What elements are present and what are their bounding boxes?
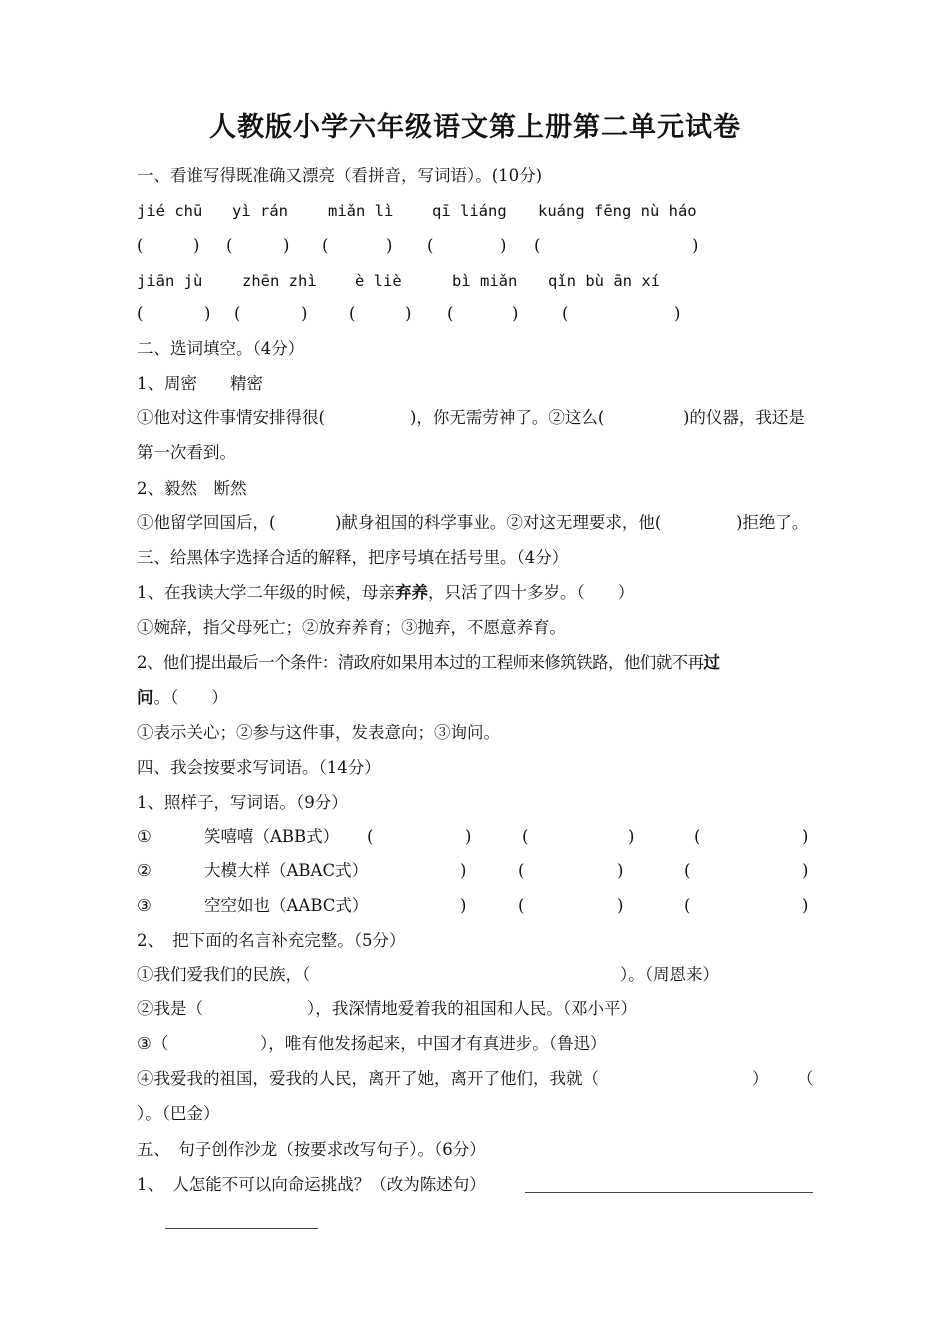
row-number: ③ <box>137 896 152 915</box>
quote-text: （ <box>797 1069 814 1088</box>
answer-paren-open[interactable]: ( <box>137 236 144 255</box>
answer-paren-open[interactable]: ( <box>694 827 701 846</box>
answer-paren-open[interactable]: ( <box>367 827 374 846</box>
answer-paren-close: ) <box>283 236 290 255</box>
answer-paren-open[interactable]: ( <box>349 304 356 323</box>
pinyin-4: qī liáng <box>432 202 507 220</box>
answer-paren-close: ) <box>500 236 507 255</box>
pinyin-2: yì rán <box>232 202 288 220</box>
example-word: 笑嘻嘻（ABB式） <box>204 827 340 846</box>
question-text: 。（ ） <box>153 688 228 707</box>
answer-paren-close: ) <box>405 304 412 323</box>
answer-paren-close: ) <box>460 861 467 880</box>
answer-paren-close: ) <box>802 861 809 880</box>
fill-sentence: ①他对这件事情安排得很( <box>137 408 325 427</box>
answer-line[interactable] <box>165 1228 318 1229</box>
question-text: ，只活了四十多岁。（ ） <box>428 583 635 602</box>
quote-text: ），唯有他发扬起来，中国才有真进步。（鲁迅） <box>260 1034 607 1053</box>
question-3-1 <box>137 582 634 604</box>
section-3-heading: 三、给黑体字选择合适的解释，把序号填在括号里。（4分） <box>137 548 569 567</box>
answer-paren-close: ) <box>386 236 393 255</box>
answer-paren-close: ) <box>628 827 635 846</box>
answer-paren-open[interactable]: ( <box>234 304 241 323</box>
quote-text: ），我深情地爱着我的祖国和人民。（邓小平） <box>307 999 637 1018</box>
quote-text: ③（ <box>137 1034 169 1053</box>
section-1-heading: 一、看谁写得既准确又漂亮（看拼音，写词语）。(10分) <box>137 166 543 185</box>
example-word: 大模大样（ABAC式） <box>204 861 369 880</box>
pinyin-3: miǎn lì <box>328 202 394 220</box>
answer-paren-close: ) <box>674 304 681 323</box>
question-4-1: 1、照样子，写词语。（9分） <box>137 793 348 812</box>
answer-paren-close: ) <box>193 236 200 255</box>
pinyin-9: bì miǎn <box>452 272 518 290</box>
answer-paren-open[interactable]: ( <box>137 304 144 323</box>
answer-paren-open[interactable]: ( <box>684 861 691 880</box>
section-2-heading: 二、选词填空。（4分） <box>137 339 305 358</box>
answer-paren-close: ) <box>617 896 624 915</box>
answer-paren-close: ) <box>204 304 211 323</box>
fill-sentence: )献身祖国的科学事业。②对这无理要求，他( <box>335 513 662 532</box>
answer-paren-close: ) <box>617 861 624 880</box>
options-3-1: ①婉辞，指父母死亡；②放弃养育；③抛弃，不愿意养育。 <box>137 618 566 637</box>
question-text: 1、在我读大学二年级的时候，母亲 <box>137 583 395 602</box>
answer-paren-close: ) <box>465 827 472 846</box>
answer-paren-open[interactable]: ( <box>447 304 454 323</box>
answer-paren-open[interactable]: ( <box>518 896 525 915</box>
quote-text: ）。（周恩来） <box>620 965 719 984</box>
pinyin-8: è liè <box>355 272 402 290</box>
question-5-1: 1、 人怎能不可以向命运挑战？（改为陈述句） <box>137 1175 486 1194</box>
answer-paren-open[interactable]: ( <box>534 236 541 255</box>
answer-paren-open[interactable]: ( <box>684 896 691 915</box>
quote-text: ） <box>752 1069 769 1088</box>
answer-paren-open[interactable]: ( <box>427 236 434 255</box>
fill-sentence: )拒绝了。 <box>736 513 809 532</box>
answer-paren-close: ) <box>512 304 519 323</box>
quote-text: ①我们爱我们的民族，（ <box>137 965 311 984</box>
answer-paren-open[interactable]: ( <box>562 304 569 323</box>
section-4-heading: 四、我会按要求写词语。（14分） <box>137 758 381 777</box>
bold-word: 弃养 <box>395 583 428 602</box>
answer-paren-open[interactable]: ( <box>522 827 529 846</box>
pinyin-7: zhēn zhì <box>242 272 317 290</box>
section-5-heading: 五、 句子创作沙龙（按要求改写句子）。（6分） <box>137 1140 486 1159</box>
answer-paren-close: ) <box>301 304 308 323</box>
answer-paren-close: ) <box>692 236 699 255</box>
example-word: 空空如也（AABC式） <box>204 896 369 915</box>
pinyin-10: qǐn bù ān xí <box>548 272 660 290</box>
question-4-2: 2、 把下面的名言补充完整。（5分） <box>137 931 406 950</box>
row-number: ② <box>137 861 152 880</box>
options-3-2: ①表示关心；②参与这件事，发表意向；③询问。 <box>137 723 500 742</box>
answer-paren-close: ) <box>802 827 809 846</box>
answer-paren-open[interactable]: ( <box>226 236 233 255</box>
row-number: ① <box>137 827 152 846</box>
quote-text: ②我是（ <box>137 999 203 1018</box>
pinyin-5: kuáng fēng nù háo <box>538 202 697 220</box>
bold-word: 问 <box>137 688 154 707</box>
word-choice-2: 2、毅然 断然 <box>137 479 247 498</box>
pinyin-6: jiān jù <box>137 272 203 290</box>
word-choice-1: 1、周密 精密 <box>137 374 263 393</box>
answer-paren-open[interactable]: ( <box>518 861 525 880</box>
question-text: 2、他们提出最后一个条件：清政府如果用本过的工程师来修筑铁路，他们就不再 <box>137 653 704 672</box>
fill-sentence: )的仪器，我还是 <box>683 408 805 427</box>
fill-sentence: )，你无需劳神了。②这么( <box>410 408 605 427</box>
fill-sentence: 第一次看到。 <box>137 443 236 462</box>
answer-line[interactable] <box>525 1192 813 1193</box>
answer-paren-open[interactable]: ( <box>322 236 329 255</box>
answer-paren-close: ) <box>460 896 467 915</box>
page-title: 人教版小学六年级语文第上册第二单元试卷 <box>209 112 741 143</box>
answer-paren-close: ) <box>802 896 809 915</box>
question-3-2 <box>137 652 720 674</box>
pinyin-1: jié chū <box>137 202 203 220</box>
bold-word: 过 <box>703 653 720 672</box>
quote-text: ④我爱我的祖国，爱我的人民，离开了她，离开了他们，我就（ <box>137 1069 599 1088</box>
question-3-2-cont <box>137 687 228 709</box>
fill-sentence: ①他留学回国后，( <box>137 513 276 532</box>
quote-text: ）。（巴金） <box>137 1104 220 1123</box>
